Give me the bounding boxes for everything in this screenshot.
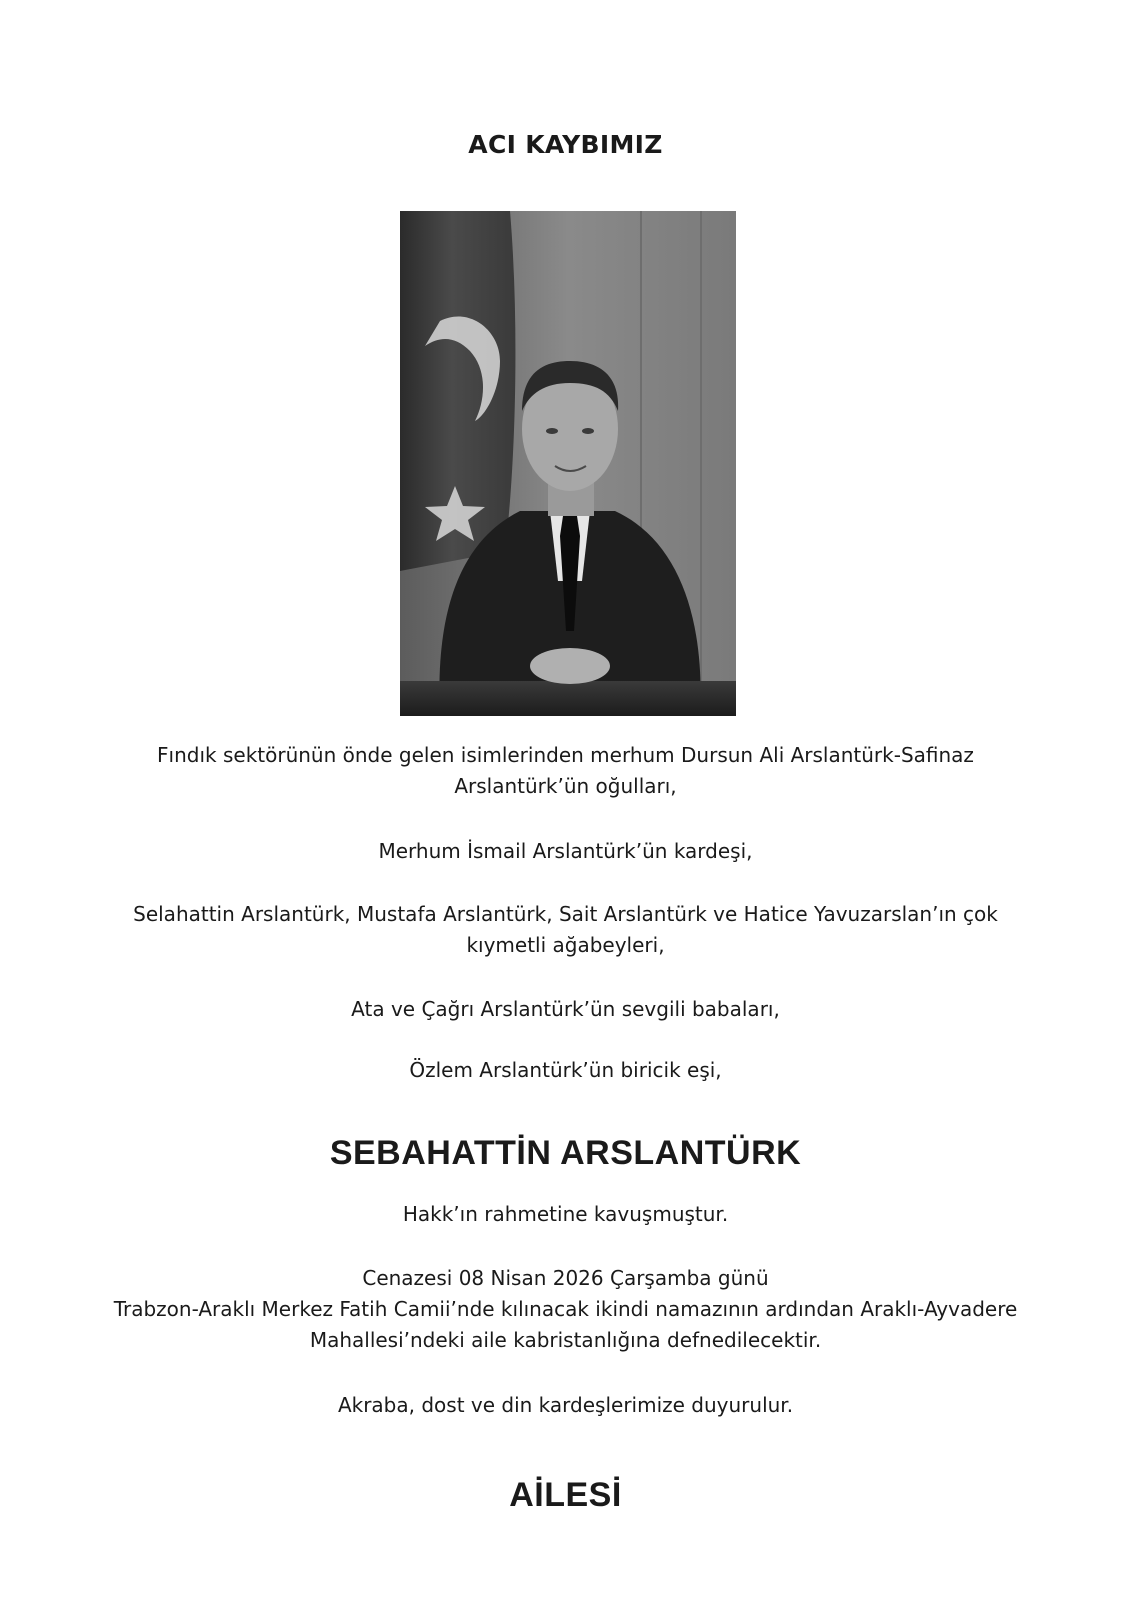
paragraph-husband: Özlem Arslantürk’ün biricik eşi, <box>409 1058 722 1082</box>
page-heading: ACI KAYBIMIZ <box>468 130 663 159</box>
paragraph-funeral-date: Cenazesi 08 Nisan 2026 Çarşamba günü <box>362 1266 769 1290</box>
paragraph-sons: Fındık sektörünün önde gelen isimlerinden merhum Dursun Ali Arslantürk-Safinaz Arslantürk’ün oğulları, <box>157 743 974 798</box>
paragraph-passed-away: Hakk’ın rahmetine kavuşmuştur. <box>402 1202 729 1226</box>
paragraph-announcement: Akraba, dost ve din kardeşlerimize duyurulur. <box>337 1393 794 1417</box>
paragraph-brother: Merhum İsmail Arslantürk’ün kardeşi, <box>378 839 753 863</box>
family-signature: AİLESİ <box>509 1476 622 1514</box>
paragraph-funeral-details: Trabzon-Araklı Merkez Fatih Camii’nde kılınacak ikindi namazının ardından Araklı-Ayvadere Mahallesi’ndeki aile kabristanlığına defnedilecektir. <box>113 1297 1018 1352</box>
portrait-photo <box>400 211 736 716</box>
paragraph-father: Ata ve Çağrı Arslantürk’ün sevgili babaları, <box>351 997 780 1021</box>
paragraph-elder-brother: Selahattin Arslantürk, Mustafa Arslantürk, Sait Arslantürk ve Hatice Yavuzarslan’ın çok kıymetli ağabeyleri, <box>133 902 998 957</box>
deceased-name: SEBAHATTİN ARSLANTÜRK <box>329 1134 802 1172</box>
